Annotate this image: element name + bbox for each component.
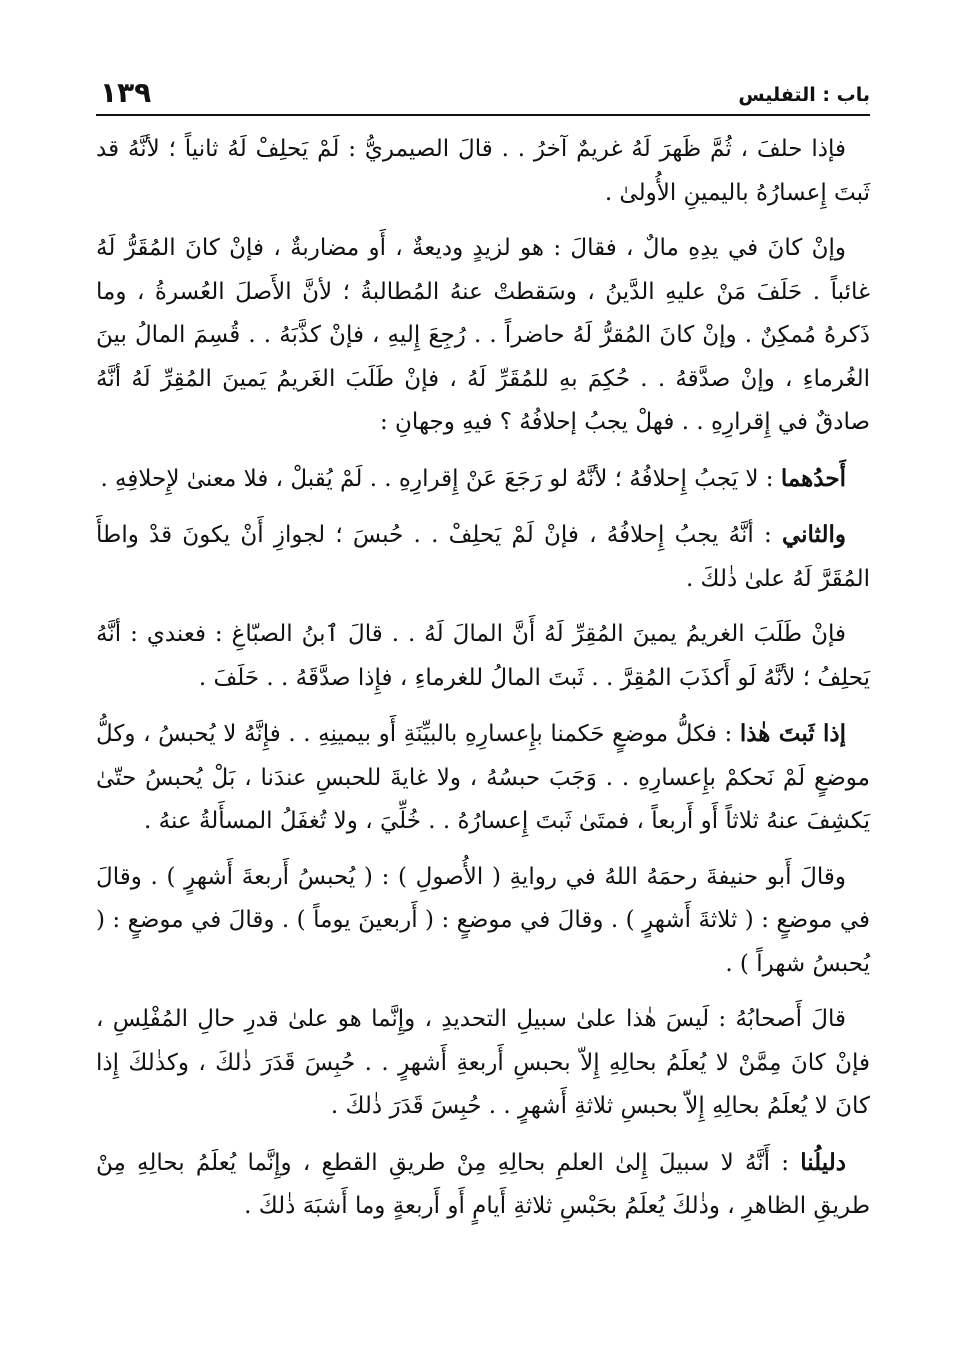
paragraph: [96, 227, 870, 445]
paragraph-lead: دليلُنا: [800, 1148, 846, 1176]
book-page: [96, 70, 870, 1241]
paragraph-text: : أنَّهُ يجبُ إِحلافُهُ ، فإنْ لَمْ يَحلِفْ . . حُبسَ ؛ لجوازِ أَنْ يكونَ قدْ واطأَ المُقَرَّ لَهُ علىٰ ذٰلكَ .: [96, 522, 870, 592]
page-number: ١٣٩: [100, 76, 152, 109]
paragraph-text: وقالَ أَبو حنيفةَ رحمَهُ اللهُ في روايةِ ( الأُصولِ ) : ( يُحبسُ أَربعةَ أَشهرٍ ) . وقالَ في موضعٍ : ( ثلاثةَ أَشهرٍ ) . وقالَ في موضعٍ : ( أَربعينَ يوماً ) . وقالَ في موضعٍ : ( يُحبسُ شهراً ) .: [96, 863, 870, 977]
running-title: باب : التفليس: [738, 84, 870, 106]
paragraph: [96, 856, 870, 987]
paragraph-text: : أَنَّهُ لا سبيلَ إِلىٰ العلمِ بحالِهِ مِنْ طريقِ القطعِ ، وإِنَّما يُعلَمُ بحالِهِ مِنْ طريقِ الظاهرِ ، وذٰلكَ يُعلَمُ بحَبْسِ ثلاثةِ أَيامٍ أَو أَربعةٍ وما أَشبَهَ ذٰلكَ .: [96, 1149, 870, 1219]
paragraph-text: وإنْ كانَ في يدِهِ مالٌ ، فقالَ : هو لزيدٍ وديعةٌ ، أَو مضاربةٌ ، فإنْ كانَ المُقَرُّ لَهُ غائباً . حَلَفَ مَنْ عليهِ الدَّينُ ، وسَقطتْ عنهُ المُطالبةُ ؛ لأنَّ الأَصلَ العُسرةُ ، وما ذَكرهُ مُمكِنٌ . وإنْ كانَ المُقرُّ لَهُ حاضراً . . رُجِعَ إِليهِ ، فإنْ كذَّبَهُ . . قُسِمَ المالُ بينَ الغُرماءِ ، وإنْ صدَّقهُ . . حُكِمَ بهِ للمُقَرِّ لَهُ ، فإنْ طَلَبَ الغَريمُ يَمينَ المُقِرِّ لَهُ أنَّهُ صادقٌ في إِقرارِهِ . . فهلْ يجبُ إحلافُهُ ؟ فيهِ وجهانِ :: [96, 235, 870, 435]
paragraph: [96, 712, 870, 844]
paragraph-text: : لا يَجبُ إِحلافُهُ ؛ لأنَّهُ لو رَجَعَ عَنْ إِقرارِهِ . . لَمْ يُقبلْ ، فلا معنىٰ لإِحلافِهِ .: [100, 465, 781, 492]
paragraph: [96, 513, 870, 601]
paragraph-lead: إذا ثَبتَ هٰذا: [739, 720, 846, 747]
paragraph-text: فإذا حلفَ ، ثُمَّ ظَهرَ لَهُ غريمٌ آخرُ . . قالَ الصيمريُّ : لَمْ يَحلِفْ لَهُ ثانياً ؛ لأنَّهُ قد ثَبتَ إِعسارُهُ باليمينِ الأُولىٰ .: [96, 136, 870, 206]
paragraph-lead: والثاني: [781, 521, 846, 548]
paragraph-text: قالَ أَصحابُهُ : لَيسَ هٰذا علىٰ سبيلِ التحديدِ ، وإِنَّما هو علىٰ قدرِ حالِ المُفْلِسِ ، فإنْ كانَ مِمَّنْ لا يُعلَمُ بحالِهِ إِلاّ بحبسِ أَربعةِ أَشهرٍ . . حُبِسَ قَدَرَ ذٰلكَ ، وكذٰلكَ إِذا كانَ لا يُعلَمُ بحالِهِ إِلاّ بحبسِ ثلاثةِ أَشهرٍ . . حُبِسَ قَدَرَ ذٰلكَ .: [96, 1006, 870, 1119]
paragraph-lead: أَحدُهما: [780, 464, 846, 492]
paragraph: [96, 998, 870, 1129]
paragraph: [96, 1141, 870, 1229]
paragraph-text: فإنْ طَلَبَ الغريمُ يمينَ المُقِرِّ لَهُ أَنَّ المالَ لَهُ . . قالَ ٱبنُ الصبّاغِ : فعندي : أنَّهُ يَحلِفُ ؛ لأنَّهُ لَو أَكذَبَ المُقِرَّ . . ثَبتَ المالُ للغرماءِ ، فإِذا صدَّقَهُ . . حَلَفَ .: [96, 621, 870, 691]
page-header: [96, 70, 870, 116]
paragraph: [96, 457, 870, 502]
paragraph: [96, 128, 870, 215]
body-text: [96, 128, 870, 1229]
paragraph: [96, 613, 870, 700]
paragraph-text: : فكلُّ موضعٍ حَكمنا بإِعسارِهِ بالبيِّنَةِ أَو بيمينِهِ . . فإِنَّهُ لا يُحبسُ ، وكلُّ موضعٍ لَمْ نَحكمْ بإِعسارِهِ . . وَجَبَ حبسُهُ ، ولا غايةَ للحبسِ عندَنا ، بَلْ يُحبسُ حتّىٰ يَكشِفَ عنهُ ثلاثاً أَو أَربعاً ، فمتَىٰ ثَبتَ إِعسارُهُ . . خُلِّيَ ، ولا تُغفَلُ المسأَلةُ عنهُ .: [96, 721, 870, 834]
